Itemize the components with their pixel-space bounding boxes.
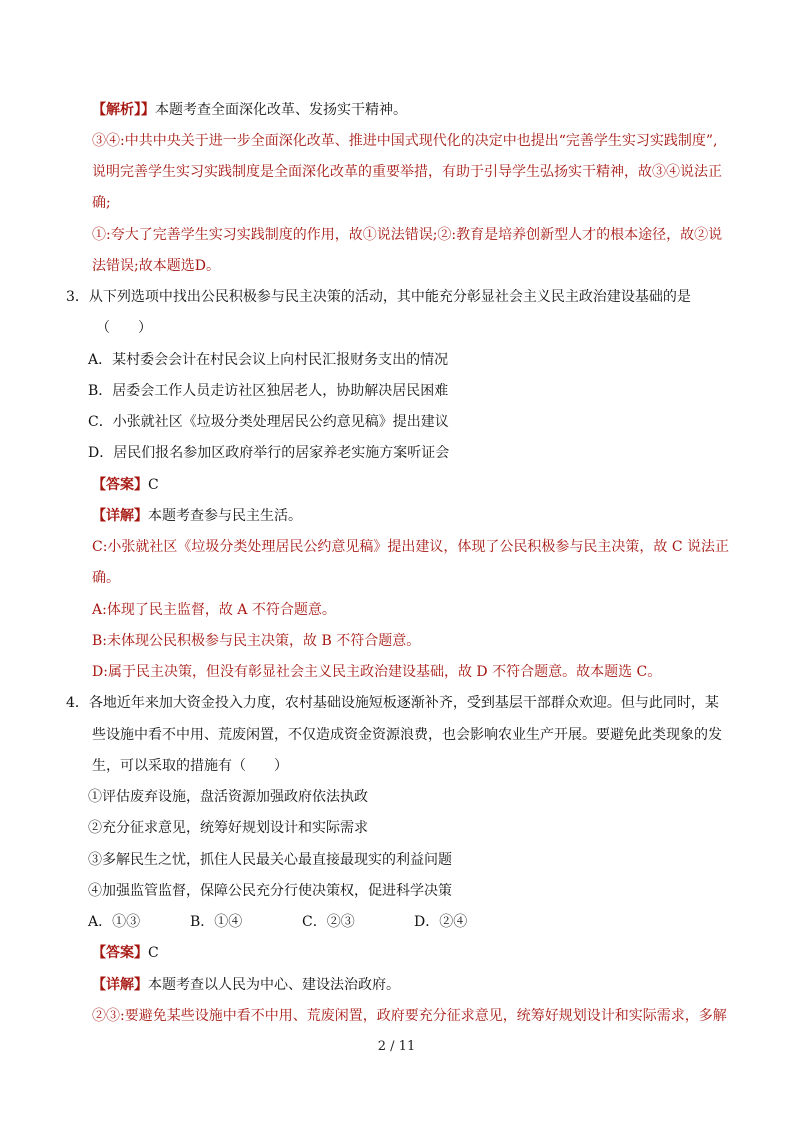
detail-intro: 本题考查参与民主生活。 [148, 508, 302, 524]
q3-detail-c-line1: C:小张就社区《垃圾分类处理居民公约意见稿》提出建议，体现了公民积极参与民主决策，故 C 说法正 [92, 539, 730, 555]
q4-detail-line1: ②③:要避免某些设施中看不中用、荒废闲置，政府要充分征求意见，统筹好规划设计和实际需求，多解 [92, 1008, 727, 1024]
q4-stem-line1 [66, 693, 719, 713]
q4-number: 4． [66, 695, 89, 711]
q3-option-b: B．居委会工作人员走访社区独居老人，协助解决居民困难 [88, 383, 449, 399]
q3-stem-line1 [66, 287, 691, 307]
detail-label: 【详解】 [92, 508, 148, 524]
q3-number: 3． [66, 289, 89, 305]
q2-analysis-p2-line1: ①:夸大了完善学生实习实践制度的作用，故①说法错误;②:教育是培养创新型人才的根本途径，故②说 [92, 227, 723, 243]
q3-option-c: C．小张就社区《垃圾分类处理居民公约意见稿》提出建议 [88, 414, 449, 430]
answer-label: 【答案】 [92, 945, 148, 961]
q2-analysis-p1-line3: 确; [92, 195, 111, 211]
q4-choice-d: D．②④ [414, 914, 468, 930]
answer-label: 【答案】 [92, 477, 148, 493]
q4-item-1: ①评估废弃设施，盘活资源加强政府依法执政 [88, 789, 368, 805]
analysis-intro: 本题考查全面深化改革、发扬实干精神。 [155, 102, 407, 118]
q4-choice-a: A．①③ [88, 914, 141, 930]
q4-stem-line2: 些设施中看不中用、荒废闲置，不仅造成资金资源浪费，也会影响农业生产开展。要避免此类现象的发 [92, 727, 722, 743]
q2-analysis-heading [92, 100, 407, 120]
q3-detail-d: D:属于民主决策，但没有彰显社会主义民主政治建设基础，故 D 不符合题意。故本题选 C。 [92, 664, 662, 680]
answer-value: C [148, 477, 159, 493]
q3-option-d: D．居民们报名参加区政府举行的居家养老实施方案听证会 [88, 445, 450, 461]
q3-detail-heading [92, 506, 302, 526]
q2-analysis-p1-line1: ③④:中共中央关于进一步全面深化改革、推进中国式现代化的决定中也提出“完善学生实习实践制度”, [92, 133, 718, 149]
analysis-label: 【解析】】 [92, 102, 155, 118]
q4-answer [92, 943, 159, 963]
detail-intro: 本题考查以人民为中心、建设法治政府。 [148, 977, 400, 993]
q4-choice-b: B．①④ [190, 914, 243, 930]
q3-stem-text: 从下列选项中找出公民积极参与民主决策的活动，其中能充分彰显社会主义民主政治建设基础的是 [88, 289, 691, 305]
q4-choices [88, 912, 467, 932]
q4-stem-line3: 生，可以采取的措施有（ ） [92, 758, 288, 774]
q3-detail-a: A:体现了民主监督，故 A 不符合题意。 [92, 602, 336, 618]
q3-detail-b: B:未体现公民积极参与民主决策，故 B 不符合题意。 [92, 633, 421, 649]
q3-stem-line2: （ ） [96, 320, 152, 336]
q2-analysis-p1-line2: 说明完善学生实习实践制度是全面深化改革的重要举措，有助于引导学生弘扬实干精神，故③④说法正 [92, 164, 722, 180]
q4-stem-text: 各地近年来加大资金投入力度，农村基础设施短板逐渐补齐，受到基层干部群众欢迎。但与此同时，某 [88, 695, 719, 711]
q4-item-3: ③多解民生之忧，抓住人民最关心最直接最现实的利益问题 [88, 852, 452, 868]
q2-analysis-p2-line2: 法错误;故本题选D。 [92, 258, 220, 274]
q4-item-4: ④加强监管监督，保障公民充分行使决策权，促进科学决策 [88, 883, 452, 899]
q4-choice-c: C．②③ [302, 914, 355, 930]
q3-answer [92, 475, 159, 495]
page-number: 2 / 11 [377, 1039, 416, 1054]
q4-detail-heading [92, 975, 400, 995]
q3-detail-c-line2: 确。 [92, 570, 120, 586]
q4-item-2: ②充分征求意见，统筹好规划设计和实际需求 [88, 820, 368, 836]
detail-label: 【详解】 [92, 977, 148, 993]
q3-option-a: A．某村委会会计在村民会议上向村民汇报财务支出的情况 [88, 352, 449, 368]
answer-value: C [148, 945, 159, 961]
